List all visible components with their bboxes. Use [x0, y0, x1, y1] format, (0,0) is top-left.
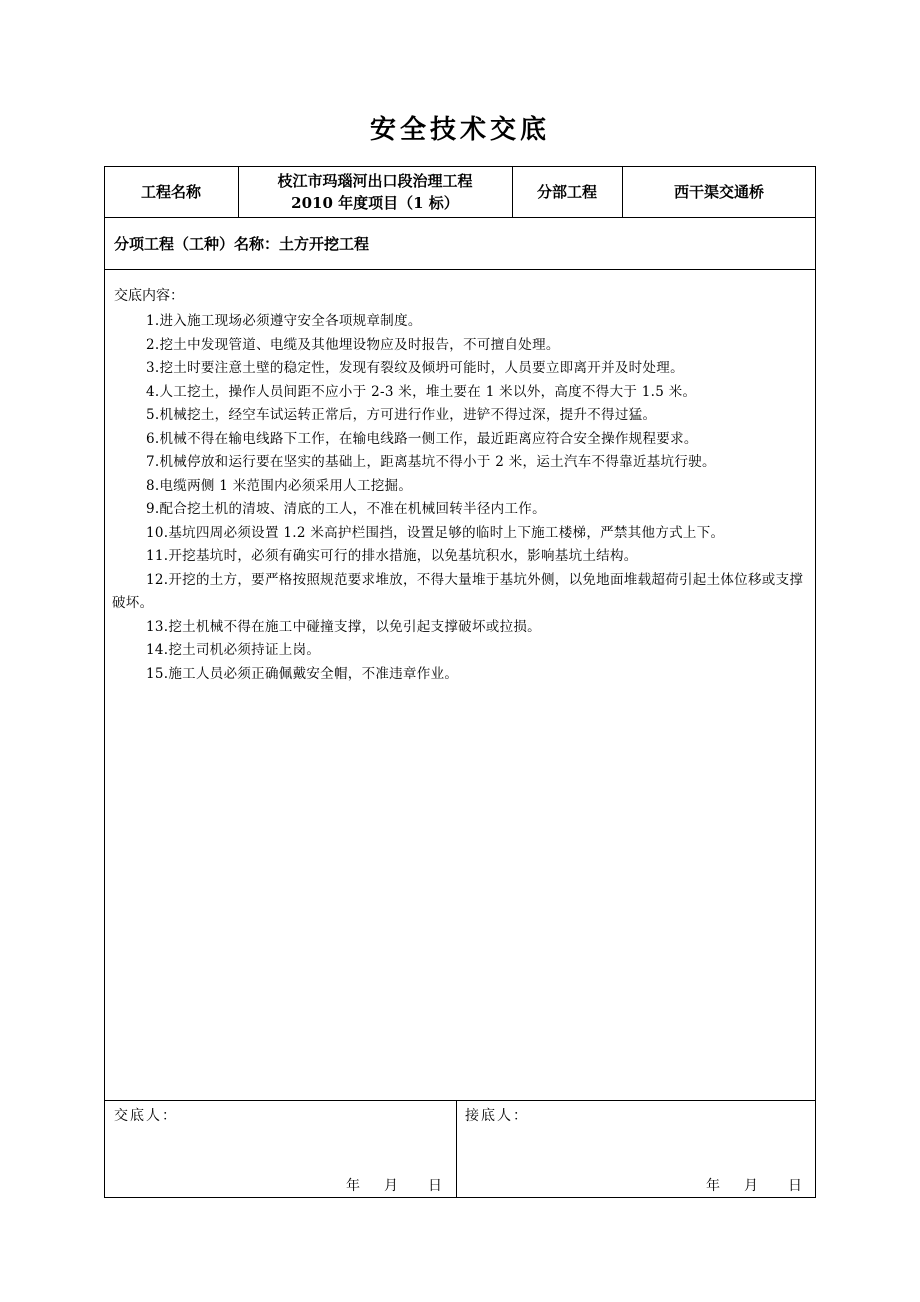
division-label-text: 分部工程	[536, 182, 597, 201]
receiver-date	[706, 1176, 804, 1196]
discloser-date	[346, 1176, 444, 1196]
project-name-label-text: 工程名称	[140, 182, 201, 201]
list-item: 1.进入施工现场必须遵守安全各项规章制度。	[146, 313, 422, 329]
day-label: 日	[788, 1178, 802, 1194]
list-item: 3.挖土时要注意土壁的稳定性，发现有裂纹及倾坍可能时，人员要立即离开并及时处理。	[146, 360, 684, 376]
list-item: 6.机械不得在输电线路下工作，在输电线路一侧工作，最近距离应符合安全操作规程要求。	[146, 430, 698, 447]
year-label: 年	[706, 1178, 720, 1194]
list-item: 12.开挖的土方，要严格按照规范要求堆放，不得大量堆于基坑外侧，以免地面堆载超荷引起土体位移或支撑破坏。	[112, 571, 804, 611]
year-label: 年	[346, 1178, 360, 1194]
list-item: 10.基坑四周必须设置 1.2 米高护栏围挡，设置足够的临时上下施工楼梯，严禁其他方式上下。	[146, 524, 725, 541]
list-item: 14.挖土司机必须持证上岗。	[146, 642, 321, 658]
project-name-value	[238, 166, 512, 217]
list-item: 13.挖土机械不得在施工中碰撞支撑，以免引起支撑破坏或拉损。	[146, 618, 541, 635]
month-label: 月	[384, 1178, 398, 1194]
list-item: 5.机械挖土，经空车试运转正常后，方可进行作业，进铲不得过深，提升不得过猛。	[146, 407, 657, 423]
disclosure-content	[112, 310, 810, 686]
list-item: 2.挖土中发现管道、电缆及其他埋设物应及时报告，不可擅自处理。	[146, 336, 560, 353]
document-title: 安全技术交底	[369, 115, 550, 145]
list-item: 15.施工人员必须正确佩戴安全帽，不准违章作业。	[146, 665, 459, 682]
signature-row-divider	[104, 1100, 816, 1101]
list-item: 9.配合挖土机的清坡、清底的工人，不准在机械回转半径内工作。	[146, 501, 546, 517]
project-name-line2: 2010 年度项目（1 标）	[291, 193, 459, 212]
subitem-name: 分项工程（工种）名称：土方开挖工程	[114, 235, 370, 253]
project-name-line1: 枝江市玛瑙河出口段治理工程	[277, 171, 473, 190]
list-item: 7.机械停放和运行要在坚实的基础上，距离基坑不得小于 2 米，运土汽车不得靠近基坑行驶。	[146, 454, 716, 470]
list-item: 4.人工挖土，操作人员间距不应小于 2-3 米，堆土要在 1 米以外，高度不得大于 1.5 米。	[146, 383, 697, 400]
project-name-label	[104, 166, 238, 217]
header-row-divider	[104, 217, 816, 218]
division-label	[512, 166, 622, 217]
day-label: 日	[428, 1178, 442, 1194]
content-label: 交底内容：	[114, 288, 184, 304]
discloser-label: 交底人：	[114, 1108, 178, 1124]
month-label: 月	[744, 1178, 758, 1194]
subitem-row-divider	[104, 269, 816, 270]
receiver-label: 接底人：	[465, 1108, 529, 1124]
division-value	[622, 166, 816, 217]
division-value-text: 西干渠交通桥	[673, 182, 764, 201]
list-item: 8.电缆两侧 1 米范围内必须采用人工挖掘。	[146, 477, 413, 494]
list-item: 11.开挖基坑时，必须有确实可行的排水措施，以免基坑积水，影响基坑土结构。	[146, 548, 638, 564]
signature-col-divider	[456, 1100, 457, 1198]
